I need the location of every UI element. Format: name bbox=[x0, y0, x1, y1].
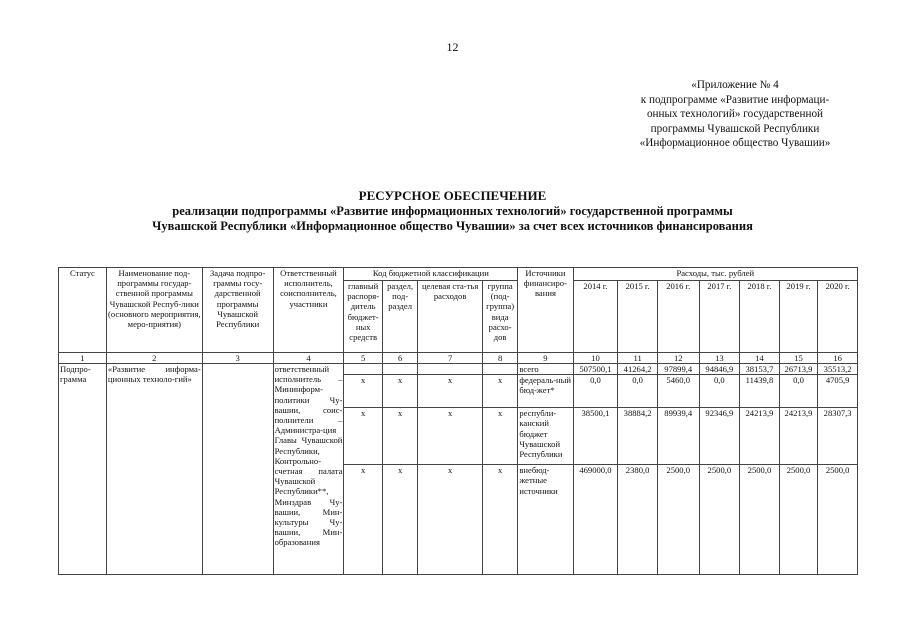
appendix-line: «Приложение № 4 bbox=[691, 79, 779, 91]
table-row bbox=[59, 364, 858, 375]
code-cell: x bbox=[482, 375, 517, 408]
column-number: 3 bbox=[202, 353, 273, 364]
header-year: 2018 г. bbox=[740, 281, 780, 353]
column-number: 16 bbox=[818, 353, 858, 364]
header-year: 2019 г. bbox=[779, 281, 818, 353]
code-cell: x bbox=[382, 465, 417, 575]
value-cell: 28307,3 bbox=[818, 408, 858, 465]
column-number: 2 bbox=[106, 353, 202, 364]
code-cell: x bbox=[344, 375, 383, 408]
header-year: 2014 г. bbox=[573, 281, 618, 353]
source-cell: федераль-ный бюд-жет* bbox=[518, 375, 573, 408]
column-number: 10 bbox=[573, 353, 618, 364]
value-cell: 2500,0 bbox=[740, 465, 780, 575]
value-cell: 4705,9 bbox=[818, 375, 858, 408]
value-cell: 2500,0 bbox=[699, 465, 740, 575]
code-cell: x bbox=[344, 408, 383, 465]
header-task: Задача подпро-граммы госу-дарственной программы Чувашской Республики bbox=[202, 268, 273, 353]
value-cell: 0,0 bbox=[573, 375, 618, 408]
code-cell bbox=[382, 364, 417, 375]
code-cell bbox=[418, 364, 483, 375]
column-number: 5 bbox=[344, 353, 383, 364]
value-cell: 0,0 bbox=[779, 375, 818, 408]
column-number: 6 bbox=[382, 353, 417, 364]
source-cell: республи-канский бюджет Чувашской Республики bbox=[518, 408, 573, 465]
column-number: 1 bbox=[59, 353, 107, 364]
value-cell: 5460,0 bbox=[657, 375, 699, 408]
value-cell: 38500,1 bbox=[573, 408, 618, 465]
row-status: Подпро-грамма bbox=[59, 364, 107, 575]
code-cell: x bbox=[418, 408, 483, 465]
value-cell: 11439,8 bbox=[740, 375, 780, 408]
appendix-note bbox=[585, 78, 885, 151]
appendix-line: онных технологий» государственной bbox=[646, 108, 824, 121]
header-status: Статус bbox=[59, 268, 107, 353]
title-line: РЕСУРСНОЕ ОБЕСПЕЧЕНИЕ bbox=[358, 188, 547, 203]
value-cell: 41264,2 bbox=[618, 364, 658, 375]
appendix-line: «Информационное общество Чувашии» bbox=[639, 137, 831, 150]
column-number: 13 bbox=[699, 353, 740, 364]
row-responsible: ответственный исполнитель – Мининформ-политики Чу-вашии, соис-полнители – Администра-ция Главы Чувашской Республики, Контрольно-счетная палата Чувашской Республики**, Минздрав Чу-вашии, Мин-культуры Чу-вашии, Мин-образования bbox=[273, 364, 344, 575]
value-cell: 38153,7 bbox=[740, 364, 780, 375]
header-year: 2017 г. bbox=[699, 281, 740, 353]
header-responsible: Ответственный исполнитель, соисполнитель, участники bbox=[273, 268, 344, 353]
value-cell: 26713,9 bbox=[779, 364, 818, 375]
title-line: Чувашской Республики «Информационное общество Чувашии» за счет всех источников финансирования bbox=[152, 219, 753, 233]
code-cell: x bbox=[418, 375, 483, 408]
header-section: раздел, под-раздел bbox=[382, 281, 417, 353]
value-cell: 89939,4 bbox=[657, 408, 699, 465]
value-cell: 2380,0 bbox=[618, 465, 658, 575]
code-cell bbox=[482, 364, 517, 375]
code-cell: x bbox=[418, 465, 483, 575]
appendix-line: к подпрограмме «Развитие информаци- bbox=[640, 93, 830, 106]
header-sources: Источники финансиро-вания bbox=[518, 268, 573, 353]
column-number: 14 bbox=[740, 353, 780, 364]
code-cell: x bbox=[344, 465, 383, 575]
source-cell: внебюд-жетные источники bbox=[518, 465, 573, 575]
header-target-item: целевая ста-тья расходов bbox=[418, 281, 483, 353]
value-cell: 507500,1 bbox=[573, 364, 618, 375]
column-number: 4 bbox=[273, 353, 344, 364]
value-cell: 2500,0 bbox=[779, 465, 818, 575]
value-cell: 38884,2 bbox=[618, 408, 658, 465]
value-cell: 0,0 bbox=[699, 375, 740, 408]
code-cell: x bbox=[382, 408, 417, 465]
column-number: 12 bbox=[657, 353, 699, 364]
value-cell: 2500,0 bbox=[657, 465, 699, 575]
column-number: 11 bbox=[618, 353, 658, 364]
row-name: «Развитие информа-ционных техноло-гий» bbox=[106, 364, 202, 575]
column-number: 15 bbox=[779, 353, 818, 364]
code-cell: x bbox=[382, 375, 417, 408]
value-cell: 24213,9 bbox=[740, 408, 780, 465]
value-cell: 24213,9 bbox=[779, 408, 818, 465]
value-cell: 469000,0 bbox=[573, 465, 618, 575]
column-number: 9 bbox=[518, 353, 573, 364]
resource-table bbox=[58, 267, 858, 575]
page-number: 12 bbox=[446, 40, 459, 54]
header-year: 2015 г. bbox=[618, 281, 658, 353]
source-cell: всего bbox=[518, 364, 573, 375]
header-budget-code: Код бюджетной классификации bbox=[344, 268, 518, 281]
value-cell: 92346,9 bbox=[699, 408, 740, 465]
appendix-line: программы Чувашской Республики bbox=[650, 122, 820, 135]
value-cell: 94846,9 bbox=[699, 364, 740, 375]
column-number: 8 bbox=[482, 353, 517, 364]
header-year: 2016 г. bbox=[657, 281, 699, 353]
value-cell: 35513,2 bbox=[818, 364, 858, 375]
column-number: 7 bbox=[418, 353, 483, 364]
value-cell: 2500,0 bbox=[818, 465, 858, 575]
document-title bbox=[0, 188, 905, 235]
title-line: реализации подпрограммы «Развитие информационных технологий» государственной программы bbox=[172, 203, 733, 218]
code-cell bbox=[344, 364, 383, 375]
header-main-manager: главный распоря-дитель бюджет-ных средств bbox=[344, 281, 383, 353]
code-cell: x bbox=[482, 465, 517, 575]
column-numbers-row bbox=[59, 353, 858, 364]
row-task bbox=[202, 364, 273, 575]
code-cell: x bbox=[482, 408, 517, 465]
header-expenses: Расходы, тыс. рублей bbox=[573, 268, 857, 281]
header-group: группа (под-группа) вида расхо-дов bbox=[482, 281, 517, 353]
header-year: 2020 г. bbox=[818, 281, 858, 353]
value-cell: 97899,4 bbox=[657, 364, 699, 375]
header-name: Наименование под-программы государ-ственной программы Чувашской Респуб-лики (основного мероприятия, меро-приятия) bbox=[106, 268, 202, 353]
value-cell: 0,0 bbox=[618, 375, 658, 408]
